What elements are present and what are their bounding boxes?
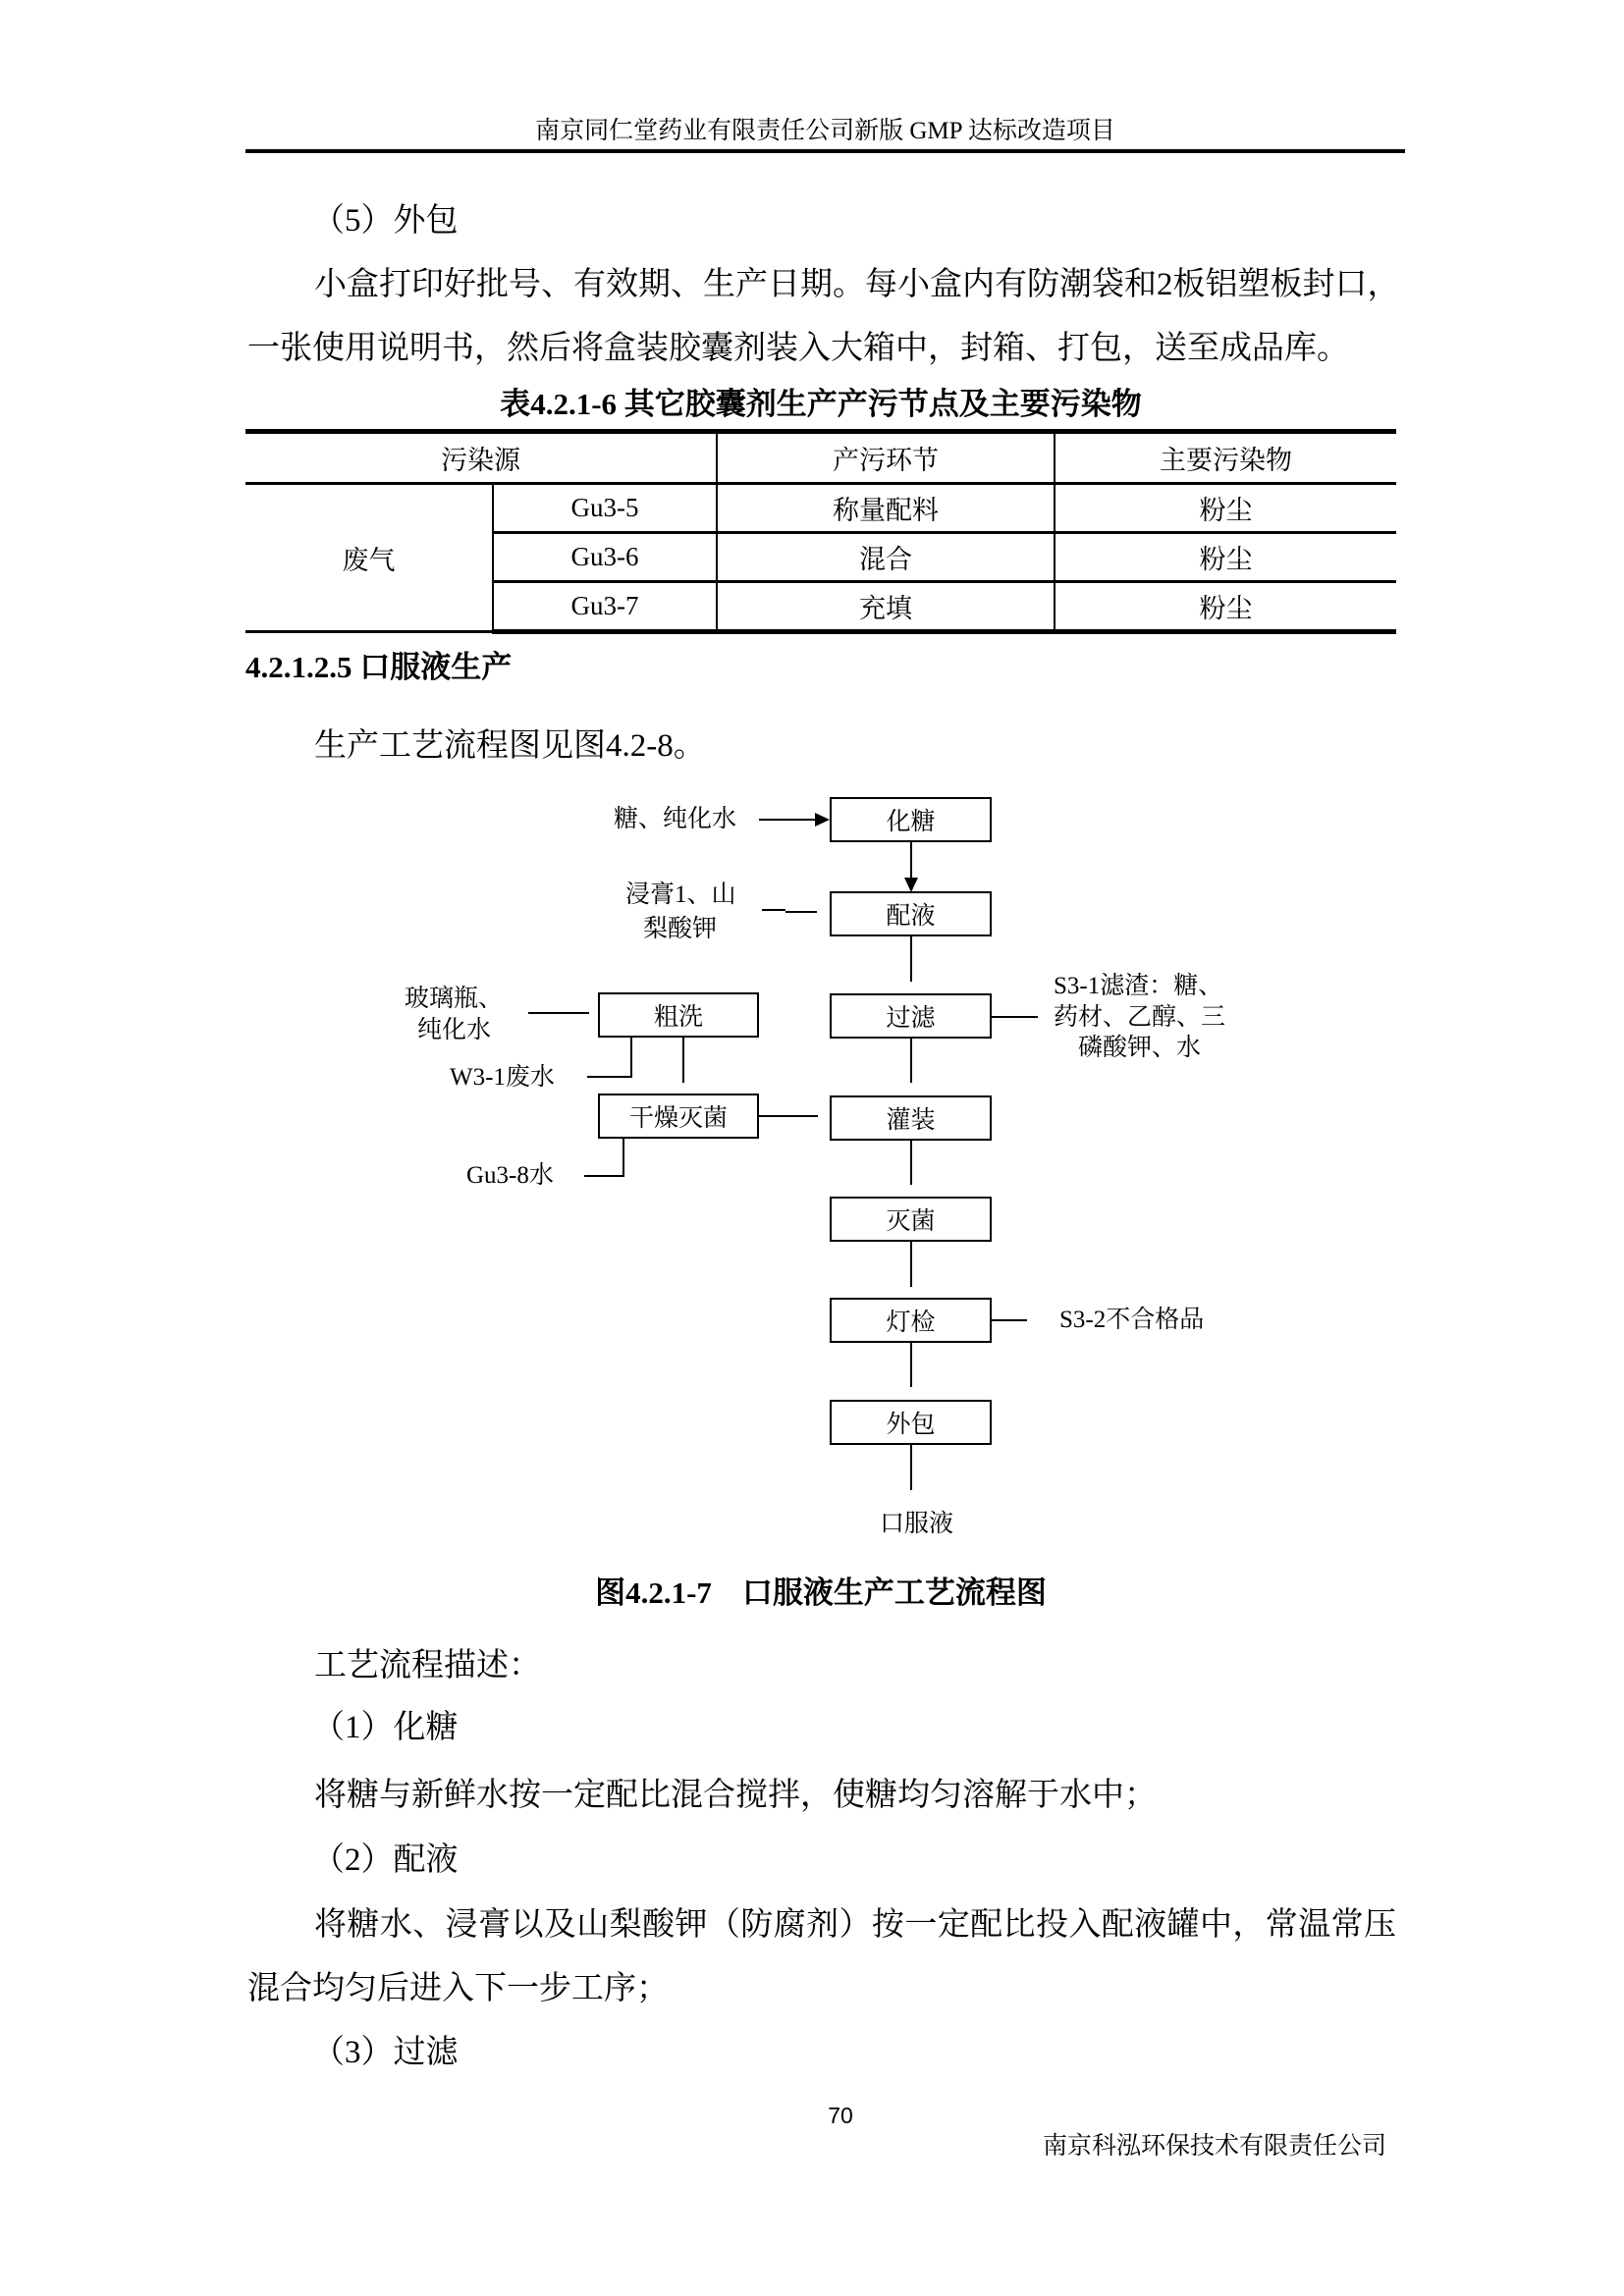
connector-line (587, 1037, 631, 1077)
output-label-filter-residue: 药材、乙醇、三 (1054, 1004, 1226, 1031)
column-header: 主要污染物 (1055, 432, 1396, 484)
section-heading-outer-packaging: （5）外包 (312, 203, 459, 239)
table-header-row (245, 432, 1396, 484)
step-cell: 称量配料 (717, 484, 1055, 533)
step-heading: （2）配液 (312, 1842, 459, 1878)
source-cell: Gu3-5 (493, 484, 717, 533)
pollutant-cell: 粉尘 (1055, 484, 1396, 533)
process-box-dissolve-sugar: 化糖 (830, 797, 992, 842)
footer-company: 南京科泓环保技术有限责任公司 (1042, 2133, 1386, 2160)
table-title: 表4.2.1-6 其它胶囊剂生产产污节点及主要污染物 (500, 387, 1142, 421)
process-box-light-inspection: 灯检 (830, 1298, 992, 1343)
output-label-filter-residue: S3-1滤渣：糖、 (1054, 973, 1223, 999)
pollutant-cell: 粉尘 (1055, 533, 1396, 582)
process-box-mix-liquid: 配液 (830, 891, 992, 936)
input-label-extract: 梨酸钾 (643, 916, 718, 942)
step-text: 将糖与新鲜水按一定配比混合搅拌，使糖均匀溶解于水中； (314, 1778, 1157, 1813)
output-label-wastewater: W3-1废水 (450, 1064, 555, 1091)
header-rule (245, 149, 1405, 153)
process-box-fill: 灌装 (830, 1095, 992, 1141)
input-label-bottles: 纯化水 (417, 1017, 492, 1043)
input-label-extract: 浸膏1、山 (625, 881, 736, 908)
page-header-title: 南京同仁堂药业有限责任公司新版 GMP 达标改造项目 (535, 118, 1115, 144)
process-box-dry-sterilize: 干燥灭菌 (598, 1094, 759, 1139)
description-title: 工艺流程描述： (314, 1648, 541, 1683)
output-label-filter-residue: 磷酸钾、水 (1078, 1035, 1202, 1061)
subsection-heading: 4.2.1.2.5 口服液生产 (245, 650, 513, 684)
arrowhead-right-icon (815, 813, 830, 827)
step-cell: 充填 (717, 582, 1055, 632)
step-text: 将糖水、浸膏以及山梨酸钾（防腐剂）按一定配比投入配液罐中，常温常压 (314, 1907, 1396, 1943)
arrowhead-down-icon (904, 878, 918, 892)
process-box-filter: 过滤 (830, 993, 992, 1039)
group-label-cell: 废气 (245, 484, 493, 632)
column-header: 产污环节 (717, 432, 1055, 484)
process-box-outer-packaging: 外包 (830, 1400, 992, 1445)
step-heading: （3）过滤 (312, 2035, 459, 2070)
output-label-gu3-8: Gu3-8水 (466, 1162, 554, 1189)
step-heading: （1）化糖 (312, 1710, 459, 1745)
paragraph-line: 小盒打印好批号、有效期、生产日期。每小盒内有防潮袋和2板铝塑板封口， (314, 267, 1400, 302)
connector-line (584, 1138, 623, 1176)
process-box-sterilize: 灭菌 (830, 1197, 992, 1242)
output-label-product: 口服液 (880, 1511, 954, 1537)
process-box-rough-wash: 粗洗 (598, 992, 759, 1038)
output-label-reject: S3-2不合格品 (1059, 1307, 1205, 1333)
flowchart-intro: 生产工艺流程图见图4.2-8。 (314, 728, 706, 764)
figure-caption: 图4.2.1-7 口服液生产工艺流程图 (595, 1575, 1047, 1610)
step-text: 混合均匀后进入下一步工序； (247, 1971, 669, 2006)
table-row (245, 484, 1396, 533)
page-number: 70 (828, 2103, 853, 2128)
step-cell: 混合 (717, 533, 1055, 582)
column-header: 污染源 (245, 432, 717, 484)
input-label-sugar-water: 糖、纯化水 (614, 806, 737, 832)
input-label-bottles: 玻璃瓶、 (405, 986, 504, 1012)
pollutant-cell: 粉尘 (1055, 582, 1396, 632)
paragraph-line: 一张使用说明书，然后将盒装胶囊剂装入大箱中，封箱、打包，送至成品库。 (247, 331, 1349, 366)
source-cell: Gu3-7 (493, 582, 717, 632)
source-cell: Gu3-6 (493, 533, 717, 582)
pollutant-table (245, 429, 1396, 634)
